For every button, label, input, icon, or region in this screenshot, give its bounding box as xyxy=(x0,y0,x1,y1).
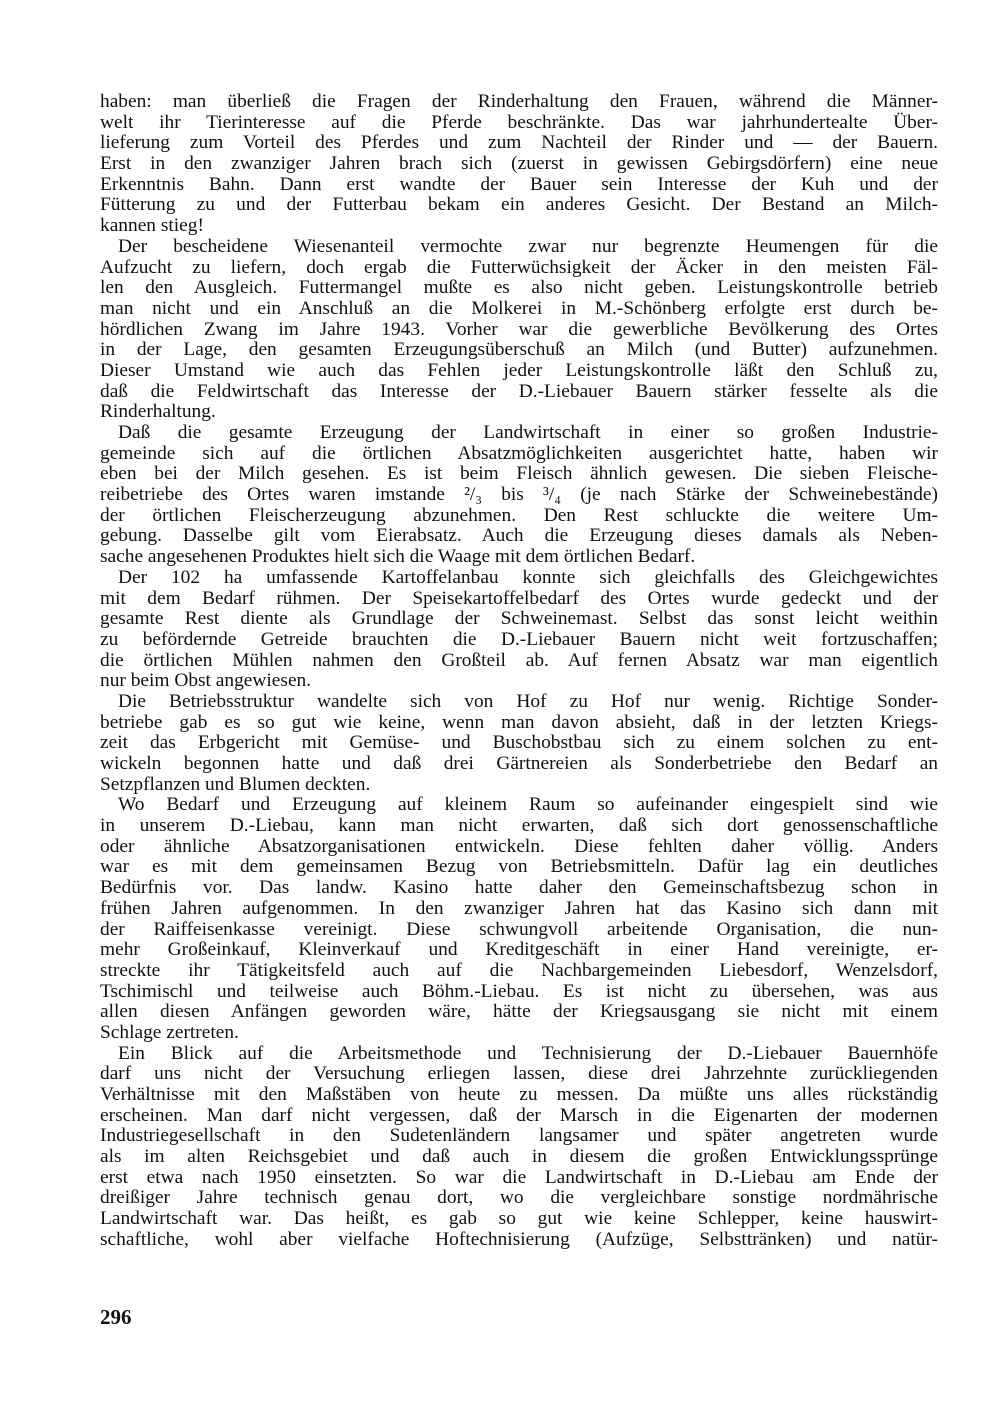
text-line: Die Betriebsstruktur wandelte sich von Hof zu Hof nur wenig. Richtige Sonder- xyxy=(118,690,938,712)
text-line: der Raiffeisenkasse vereinigt. Diese schwungvoll arbeitende Organisation, die nun- xyxy=(100,918,938,940)
text-line: Verhältnisse mit den Maßstäben von heute zu messen. Da müßte uns alles rückständig xyxy=(100,1084,938,1105)
text-line: Erkenntnis Bahn. Dann erst wandte der Bauer sein Interesse der Kuh und der xyxy=(100,173,938,195)
text-line: haben: man überließ die Fragen der Rinderhaltung den Frauen, während die Männer- xyxy=(100,91,938,112)
text-line: oder ähnliche Absatzorganisationen entwickeln. Diese fehlten daher völlig. Anders xyxy=(100,835,938,857)
text-line: mit dem Bedarf rühmen. Der Speisekartoffelbedarf des Ortes wurde gedeckt und der xyxy=(100,587,938,609)
text-line: Dieser Umstand wie auch das Fehlen jeder Leistungskontrolle läßt den Schluß zu, xyxy=(100,359,938,381)
paragraph xyxy=(100,1044,938,1251)
text-line: kannen stieg! xyxy=(100,215,204,237)
paragraph xyxy=(100,237,938,423)
text-line: dreißiger Jahre technisch genau dort, wo die vergleichbare sonstige nordmährische xyxy=(100,1187,938,1209)
text-line: darf uns nicht der Versuchung erliegen lassen, diese drei Jahrzehnte zurückliegenden xyxy=(100,1063,938,1085)
text-line: hördlichen Zwang im Jahre 1943. Vorher war die gewerbliche Bevölkerung des Ortes xyxy=(100,318,938,340)
text-line: war es mit dem gemeinsamen Bezug von Betriebsmitteln. Dafür lag ein deutliches xyxy=(100,856,938,878)
text-line: in unserem D.-Liebau, kann man nicht erwarten, daß sich dort genossenschaftliche xyxy=(100,815,938,837)
paragraph xyxy=(100,568,938,692)
text-line: eben bei der Milch gesehen. Es ist beim Fleisch ähnlich gewesen. Die sieben Fleische- xyxy=(100,463,938,485)
text-line: mehr Großeinkauf, Kleinverkauf und Kreditgeschäft in einer Hand vereinigte, er- xyxy=(100,939,938,961)
text-line: betriebe gab es so gut wie keine, wenn man davon absieht, daß in der letzten Kriegs- xyxy=(100,711,938,733)
text-line: sache angesehenen Produktes hielt sich die Waage mit dem örtlichen Bedarf. xyxy=(100,546,696,568)
text-line: schaftliche, wohl aber vielfache Hoftechnisierung (Aufzüge, Selbsttränken) und natür- xyxy=(100,1228,938,1250)
paragraph xyxy=(100,92,938,237)
paragraph xyxy=(100,692,938,795)
text-line: reibetriebe des Ortes waren imstande ²/₃ bis ³/₄ (je nach Stärke der Schweinebestände) xyxy=(100,484,938,506)
text-line: Tschimischl und teilweise auch Böhm.-Liebau. Es ist nicht zu übersehen, was aus xyxy=(100,980,938,1002)
text-line: gesamte Rest diente als Grundlage der Schweinemast. Selbst das sonst leicht weithin xyxy=(100,608,938,630)
text-line: Fütterung zu und der Futterbau bekam ein anderes Gesicht. Der Bestand an Milch- xyxy=(100,194,938,216)
text-line: man nicht und ein Anschluß an die Molkerei in M.-Schönberg erfolgte erst durch be- xyxy=(100,297,938,319)
text-line: als im alten Reichsgebiet und daß auch in diesem die großen Entwicklungssprünge xyxy=(100,1146,938,1168)
text-line: in der Lage, den gesamten Erzeugungsüberschuß an Milch (und Butter) aufzunehmen. xyxy=(100,339,938,361)
text-line: Erst in den zwanziger Jahren brach sich (zuerst in gewissen Gebirgsdörfern) eine neue xyxy=(100,153,938,175)
text-line: Ein Blick auf die Arbeitsmethode und Technisierung der D.-Liebauer Bauernhöfe xyxy=(118,1042,938,1064)
text-line: Schlage zertreten. xyxy=(100,1021,239,1043)
text-line: Rinderhaltung. xyxy=(100,401,216,423)
text-line: zu befördernde Getreide brauchten die D.-Liebauer Bauern nicht weit fortzuschaffen; xyxy=(100,628,938,650)
text-line: wickeln begonnen hatte und daß drei Gärtnereien als Sonderbetriebe den Bedarf an xyxy=(100,753,938,774)
text-line: frühen Jahren aufgenommen. In den zwanziger Jahren hat das Kasino sich dann mit xyxy=(100,897,938,919)
paragraph xyxy=(100,795,938,1043)
text-line: erst etwa nach 1950 einsetzten. So war die Landwirtschaft in D.-Liebau am Ende der xyxy=(100,1166,938,1188)
text-line: Daß die gesamte Erzeugung der Landwirtschaft in einer so großen Industrie- xyxy=(118,422,938,443)
text-line: lieferung zum Vorteil des Pferdes und zum Nachteil der Rinder und — der Bauern. xyxy=(100,132,938,154)
text-line: der örtlichen Fleischerzeugung abzunehmen. Den Rest schluckte die weitere Um- xyxy=(100,504,938,526)
text-line: Setzpflanzen und Blumen deckten. xyxy=(100,773,371,795)
text-line: die örtlichen Mühlen nahmen den Großteil ab. Auf fernen Absatz war man eigentlich xyxy=(100,649,938,671)
text-line: gebung. Dasselbe gilt vom Eierabsatz. Auch die Erzeugung dieses damals als Neben- xyxy=(100,525,938,547)
text-line: streckte ihr Tätigkeitsfeld auch auf die Nachbargemeinden Liebesdorf, Wenzelsdorf, xyxy=(100,959,938,981)
text-line: allen diesen Anfängen geworden wäre, hätte der Kriegsausgang sie nicht mit einem xyxy=(100,1001,938,1023)
text-line: Der 102 ha umfassende Kartoffelanbau konnte sich gleichfalls des Gleichgewichtes xyxy=(118,566,938,588)
text-line: gemeinde sich auf die örtlichen Absatzmöglichkeiten ausgerichtet hatte, haben wir xyxy=(100,442,938,464)
text-line: erscheinen. Man darf nicht vergessen, daß der Marsch in die Eigenarten der modernen xyxy=(100,1104,938,1126)
body-text xyxy=(100,92,938,1251)
text-line: Industriegesellschaft in den Sudetenländern langsamer und später angetreten wurde xyxy=(100,1125,938,1147)
text-line: Aufzucht zu liefern, doch ergab die Futterwüchsigkeit der Äcker in den meisten Fäl- xyxy=(100,256,938,278)
text-line: len den Ausgleich. Futtermangel mußte es also nicht geben. Leistungskontrolle betrieb xyxy=(100,277,938,299)
text-line: daß die Feldwirtschaft das Interesse der D.-Liebauer Bauern stärker fesselte als die xyxy=(100,380,938,402)
text-line: zeit das Erbgericht mit Gemüse- und Buschobstbau sich zu einem solchen zu ent- xyxy=(100,732,938,754)
text-line: nur beim Obst angewiesen. xyxy=(100,670,312,692)
paragraph xyxy=(100,423,938,568)
text-line: Wo Bedarf und Erzeugung auf kleinem Raum so aufeinander eingespielt sind wie xyxy=(118,794,938,816)
page-number: 296 xyxy=(100,1305,132,1329)
text-line: Landwirtschaft war. Das heißt, es gab so gut wie keine Schlepper, keine hauswirt- xyxy=(100,1208,938,1230)
text-line: Der bescheidene Wiesenanteil vermochte zwar nur begrenzte Heumengen für die xyxy=(118,235,938,257)
text-line: welt ihr Tierinteresse auf die Pferde beschränkte. Das war jahrhundertealte Über- xyxy=(100,111,938,133)
text-line: Bedürfnis vor. Das landw. Kasino hatte daher den Gemeinschaftsbezug schon in xyxy=(100,877,938,899)
